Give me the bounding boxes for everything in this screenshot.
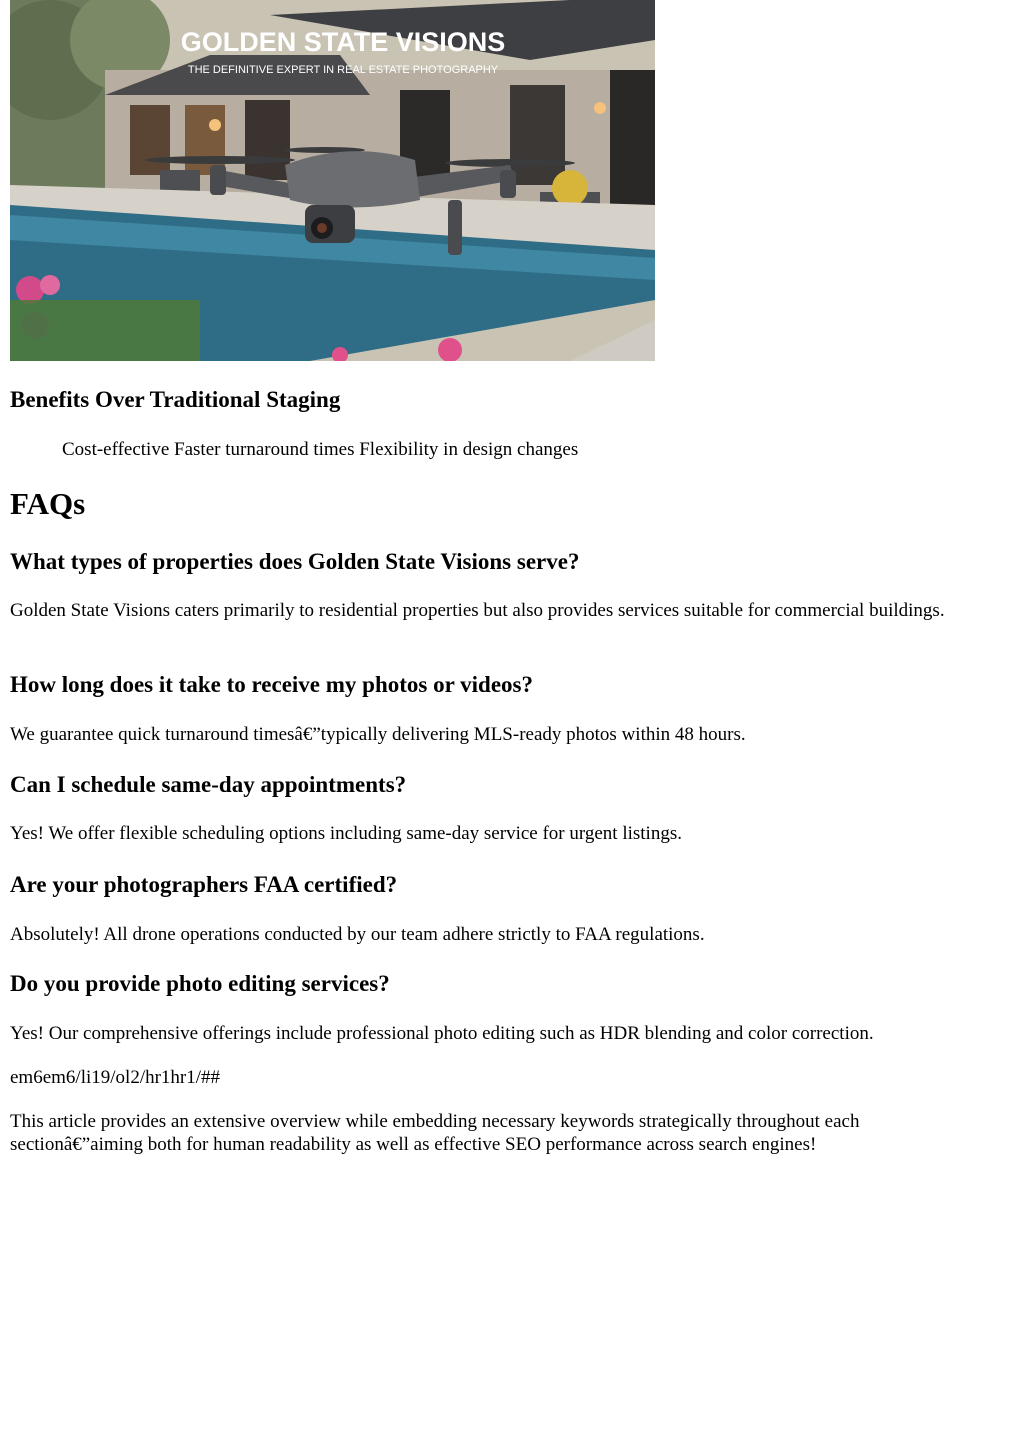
- drone-pool-illustration: [10, 0, 655, 361]
- benefits-heading: Benefits Over Traditional Staging: [10, 387, 341, 412]
- faq-answer: Yes! Our comprehensive offerings include professional photo editing such as HDR blending and color correction.: [10, 1023, 874, 1044]
- faq-answer: Absolutely! All drone operations conducted by our team adhere strictly to FAA regulations.: [10, 924, 705, 945]
- faq-question: How long does it take to receive my photos or videos?: [10, 672, 534, 697]
- hero-image: [10, 0, 655, 361]
- closing-paragraph: This article provides an extensive overview while embedding necessary keywords strategically throughout each sectionâ€”aiming both for human readability as well as effective SEO performance across search engines!: [10, 1111, 860, 1155]
- hero-tagline-text: THE DEFINITIVE EXPERT IN REAL ESTATE PHOTOGRAPHY: [187, 64, 499, 76]
- faq-question: What types of properties does Golden State Visions serve?: [10, 549, 580, 574]
- faqs-heading: FAQs: [10, 486, 86, 521]
- faq-answer: Yes! We offer flexible scheduling options including same-day service for urgent listings.: [10, 823, 682, 844]
- faq-question: Do you provide photo editing services?: [10, 971, 390, 996]
- faq-question: Are your photographers FAA certified?: [10, 872, 398, 897]
- hero-brand-text: GOLDEN STATE VISIONS: [180, 27, 506, 57]
- faq-answer: We guarantee quick turnaround timesâ€”typically delivering MLS-ready photos within 48 hours.: [10, 724, 746, 745]
- benefits-list: Cost-effective Faster turnaround times Flexibility in design changes: [62, 439, 579, 460]
- faq-question: Can I schedule same-day appointments?: [10, 772, 407, 797]
- faq-answer: Golden State Visions caters primarily to residential properties but also provides services suitable for commercial buildings.: [10, 600, 945, 621]
- stray-markup-text: em6em6/li19/ol2/hr1hr1/##: [10, 1067, 221, 1088]
